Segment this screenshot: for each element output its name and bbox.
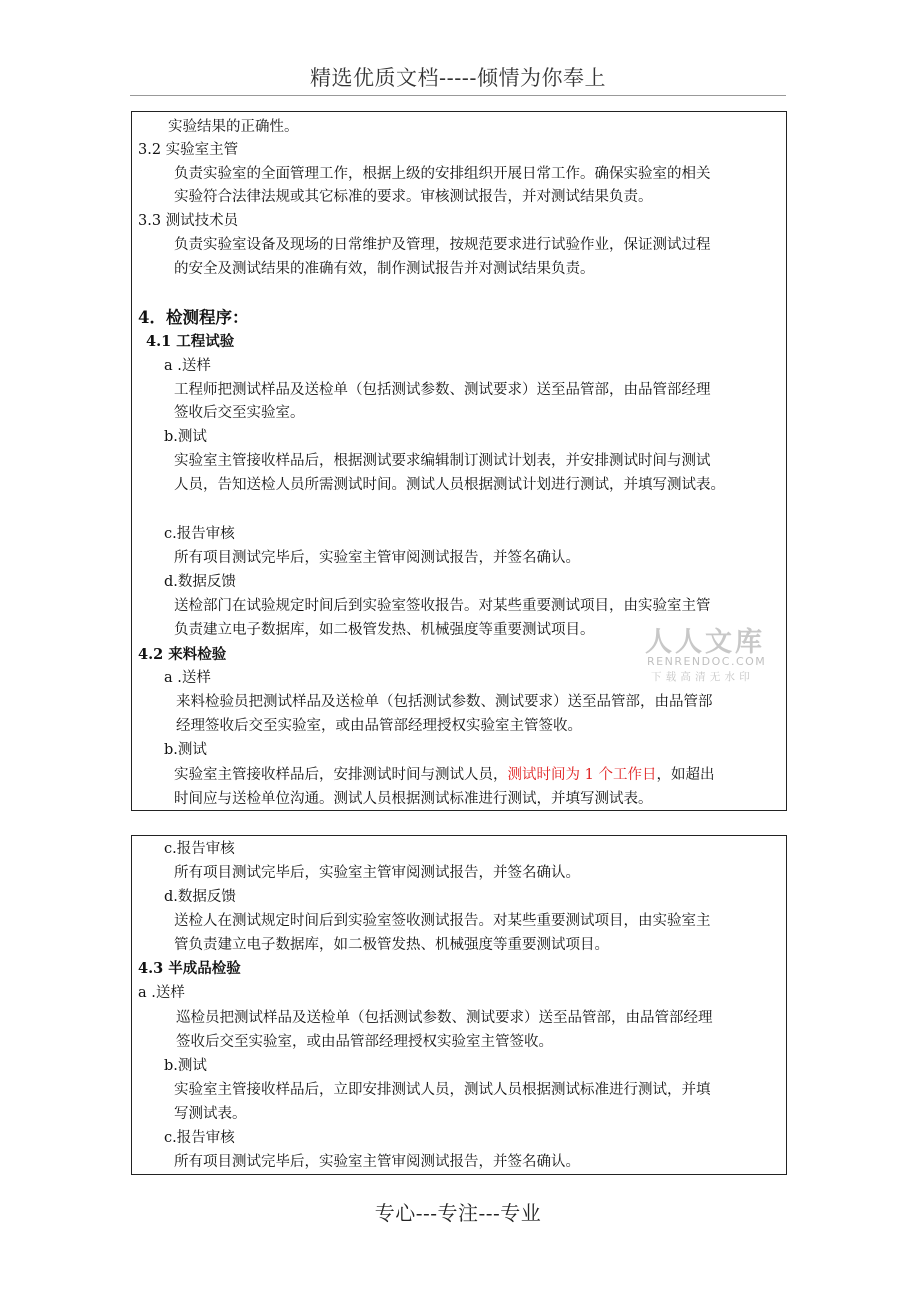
text-line: 签收后交至实验室。 bbox=[174, 405, 305, 421]
text-line: 巡检员把测试样品及送检单（包括测试参数、测试要求）送至品管部，由品管部经理 bbox=[176, 1010, 713, 1026]
text-segment: 实验室主管接收样品后，安排测试时间与测试人员， bbox=[174, 767, 508, 783]
text-line: 实验符合法律法规或其它标准的要求。审核测试报告，并对测试结果负责。 bbox=[174, 189, 653, 205]
text-line: 负责实验室的全面管理工作，根据上级的安排组织开展日常工作。确保实验室的相关 bbox=[174, 166, 711, 182]
sub-heading: d.数据反馈 bbox=[164, 889, 236, 905]
sub-heading: b.测试 bbox=[164, 429, 207, 445]
text-line: 实验室主管接收样品后，立即安排测试人员，测试人员根据测试标准进行测试，并填 bbox=[174, 1082, 711, 1098]
watermark-slogan: 下载高清无水印 bbox=[651, 671, 754, 683]
text-line: 实验结果的正确性。 bbox=[168, 119, 299, 135]
text-line: 负责建立电子数据库，如二极管发热、机械强度等重要测试项目。 bbox=[174, 622, 595, 638]
sub-heading: b.测试 bbox=[164, 742, 207, 758]
header-rule bbox=[130, 95, 786, 96]
text-line: 实验室主管接收样品后，根据测试要求编辑制订测试计划表，并安排测试时间与测试 bbox=[174, 453, 711, 469]
sub-heading: b.测试 bbox=[164, 1058, 207, 1074]
watermark-logo bbox=[645, 620, 775, 682]
section-heading-4-2: 4.2 来料检验 bbox=[138, 646, 227, 663]
text-line: 所有项目测试完毕后，实验室主管审阅测试报告，并签名确认。 bbox=[174, 550, 580, 566]
content-box-2 bbox=[131, 835, 787, 1175]
page-header: 精选优质文档-----倾情为你奉上 bbox=[310, 66, 606, 90]
text-line: 工程师把测试样品及送检单（包括测试参数、测试要求）送至品管部，由品管部经理 bbox=[174, 382, 711, 398]
section-heading-3-3: 3.3 测试技术员 bbox=[138, 213, 239, 229]
sub-heading: c.报告审核 bbox=[164, 526, 235, 542]
sub-heading: d.数据反馈 bbox=[164, 574, 236, 590]
text-line: 送检部门在试验规定时间后到实验室签收报告。对某些重要测试项目，由实验室主管 bbox=[174, 598, 711, 614]
sub-heading: a .送样 bbox=[164, 670, 211, 686]
text-line: 管负责建立电子数据库，如二极管发热、机械强度等重要测试项目。 bbox=[174, 937, 609, 953]
highlighted-text: 测试时间为 1 个工作日 bbox=[507, 767, 657, 783]
text-line: 所有项目测试完毕后，实验室主管审阅测试报告，并签名确认。 bbox=[174, 1154, 580, 1170]
watermark-title: 人人文库 bbox=[645, 627, 765, 658]
sub-heading: a .送样 bbox=[138, 985, 185, 1001]
text-line-with-highlight bbox=[174, 766, 714, 784]
content-box-1 bbox=[131, 111, 787, 811]
text-segment: ，如超出 bbox=[656, 767, 715, 783]
sub-heading: a .送样 bbox=[164, 358, 211, 374]
text-line: 的安全及测试结果的准确有效，制作测试报告并对测试结果负责。 bbox=[174, 261, 595, 277]
text-line: 写测试表。 bbox=[174, 1106, 247, 1122]
text-line: 人员，告知送检人员所需测试时间。测试人员根据测试计划进行测试，并填写测试表。 bbox=[174, 477, 725, 493]
text-line: 送检人在测试规定时间后到实验室签收测试报告。对某些重要测试项目，由实验室主 bbox=[174, 913, 711, 929]
sub-heading: c.报告审核 bbox=[164, 841, 235, 857]
sub-heading: c.报告审核 bbox=[164, 1130, 235, 1146]
page-footer: 专心---专注---专业 bbox=[374, 1201, 542, 1225]
text-line: 签收后交至实验室，或由品管部经理授权实验室主管签收。 bbox=[176, 1034, 553, 1050]
text-line: 负责实验室设备及现场的日常维护及管理，按规范要求进行试验作业，保证测试过程 bbox=[174, 237, 711, 253]
section-heading-4-1: 4.1 工程试验 bbox=[146, 333, 235, 350]
watermark-domain: RENRENDOC.COM bbox=[647, 655, 767, 668]
text-line: 经理签收后交至实验室，或由品管部经理授权实验室主管签收。 bbox=[176, 718, 582, 734]
text-line: 所有项目测试完毕后，实验室主管审阅测试报告，并签名确认。 bbox=[174, 865, 580, 881]
text-line: 来料检验员把测试样品及送检单（包括测试参数、测试要求）送至品管部，由品管部 bbox=[176, 694, 713, 710]
text-line: 时间应与送检单位沟通。测试人员根据测试标准进行测试，并填写测试表。 bbox=[174, 791, 653, 807]
section-heading-4-3: 4.3 半成品检验 bbox=[138, 960, 241, 977]
section-heading-4: 4．检测程序： bbox=[138, 308, 249, 327]
section-heading-3-2: 3.2 实验室主管 bbox=[138, 142, 239, 158]
